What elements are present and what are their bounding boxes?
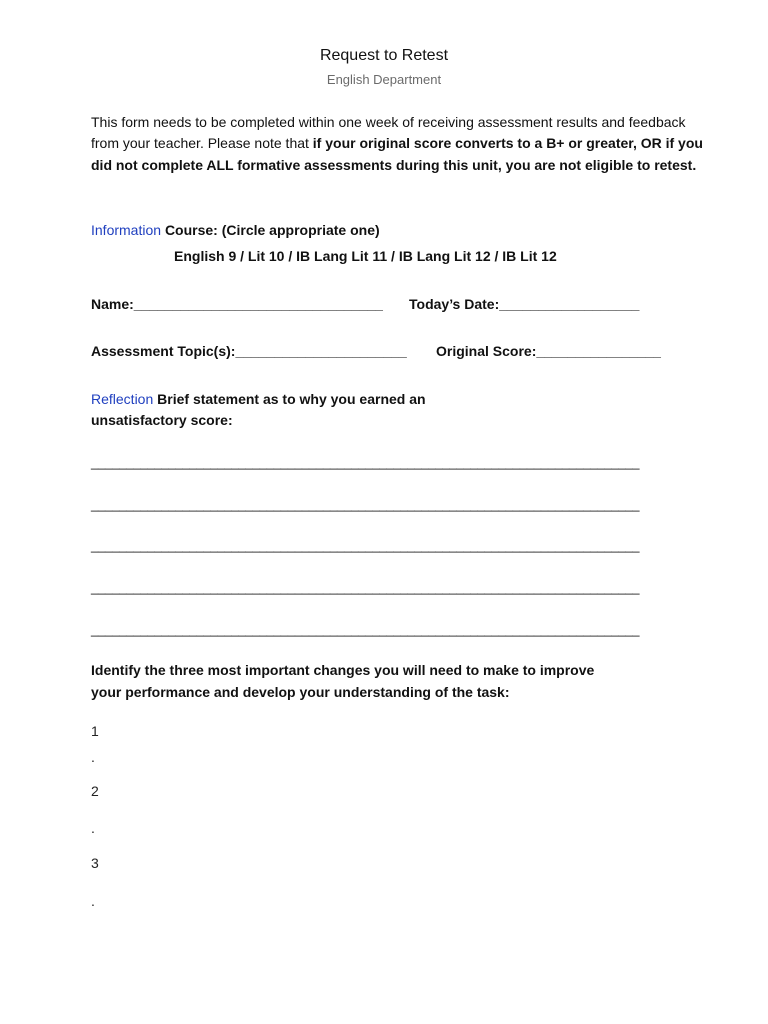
reflection-answer-line[interactable]: ______________________________________________________________________________	[91, 538, 640, 553]
information-heading	[91, 222, 380, 238]
reflection-answer-line[interactable]: ______________________________________________________________________________	[91, 580, 640, 595]
change-item-number: 1	[91, 723, 99, 739]
assessment-topic-field[interactable]: Assessment Topic(s):______________________	[91, 343, 407, 359]
reflection-answer-line[interactable]: ______________________________________________________________________________	[91, 497, 640, 512]
change-item-bullet[interactable]: .	[91, 820, 95, 836]
reflection-answer-line[interactable]: ______________________________________________________________________________	[91, 455, 640, 470]
reflection-prompt	[91, 389, 491, 431]
reflection-prompt-line2: unsatisfactory score:	[91, 412, 233, 428]
change-item-number: 2	[91, 783, 99, 799]
changes-prompt-line1: Identify the three most important changes you will need to make to improve	[91, 662, 595, 678]
page-subtitle: English Department	[326, 72, 442, 87]
information-label: Information	[91, 222, 162, 238]
change-item-number: 3	[91, 855, 99, 871]
changes-prompt-line2: your performance and develop your understanding of the task:	[91, 684, 510, 700]
todays-date-field[interactable]: Today’s Date:__________________	[409, 296, 640, 312]
reflection-prompt-line1: Brief statement as to why you earned an	[157, 391, 426, 407]
course-options[interactable]: English 9 / Lit 10 / IB Lang Lit 11 / IB Lang Lit 12 / IB Lit 12	[174, 248, 557, 264]
intro-plain-text: This form needs to be completed within one week of receiving assessment results and feedback from your teacher. Please note that	[91, 114, 686, 152]
name-field[interactable]: Name:________________________________	[91, 296, 383, 312]
page-title: Request to Retest	[319, 47, 449, 64]
change-item-bullet[interactable]: .	[91, 749, 95, 765]
intro-paragraph	[91, 112, 711, 176]
reflection-label: Reflection	[91, 391, 154, 407]
course-prompt: Course: (Circle appropriate one)	[164, 222, 380, 238]
intro-eligibility-warning: if your original score converts to a B+ or greater, OR if you did not complete ALL formative assessments during this unit, you are not eligible to retest.	[91, 135, 703, 173]
change-item-bullet[interactable]: .	[91, 893, 95, 909]
changes-prompt	[91, 659, 691, 703]
reflection-answer-line[interactable]: ______________________________________________________________________________	[91, 622, 640, 637]
original-score-field[interactable]: Original Score:________________	[436, 343, 661, 359]
